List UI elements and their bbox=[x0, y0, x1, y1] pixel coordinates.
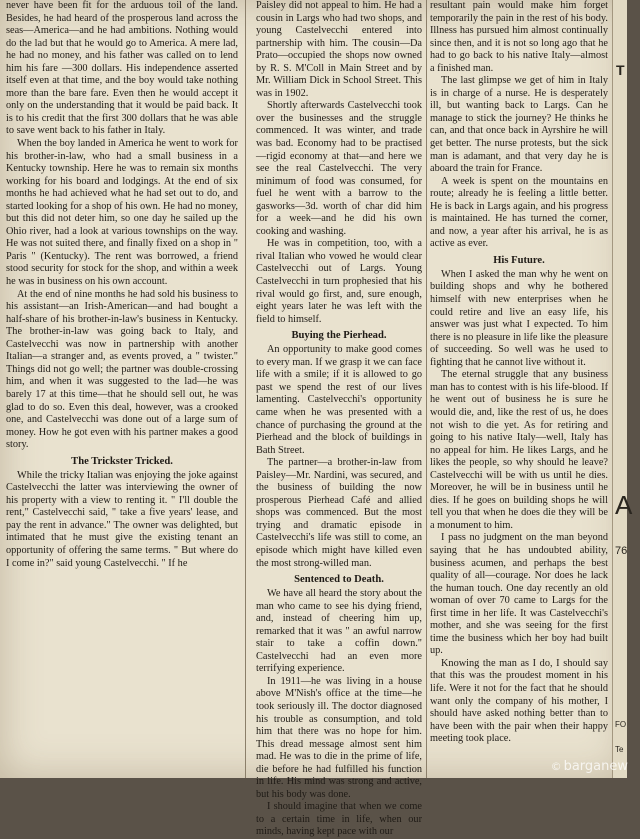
watermark bbox=[551, 759, 628, 774]
subheading: Buying the Pierhead. bbox=[291, 330, 387, 342]
paragraph: Paisley did not appeal to him. He had a cousin in Largs who had two shops, and young Castelvecchi entered into partnership with him. The cousin—Da Prato—occupied the shops now owned by R. S. M'Coll in Main Street and by Mr. William Dick in School Street. This was in 1902. bbox=[256, 0, 422, 99]
paragraph: In 1911—he was living in a house above M'Nish's office at the time—he took seriously ill. The doctor diagnosed his trouble as consumption, and told him that there was no hope for him. This dread message almost sent him mad. He was to die in the prime of life, die before he had fulfilled his function in life. His mind was strong and active, but his body was done. bbox=[256, 675, 422, 800]
article-column-2 bbox=[256, 0, 422, 839]
paragraph: He was in competition, too, with a rival Italian who vowed he would clear Castelvecchi out of Largs. Young Castelvecchi in turn prophesied that his rival would go first, and, sure enough, eight years later he was left with the field to himself. bbox=[256, 238, 422, 325]
paragraph: When the boy landed in America he went to work for his brother-in-law, who had a small business in a Kentucky township. Here he was to remain six months working for his board and lodgings. At the end of six months he had achieved what he had set out to do, and started looking for a shop of his own. He had no money, but this did not deter him, so one day he sailed up the Ohio river, had a look at various townships on the way. He was not suited there, and finally fixed on a shop in " Paris " (Kentucky). The rent was borrowed, a friend stood security for stock for the shop, and within a week he was in business on his own account. bbox=[6, 138, 238, 288]
paragraph: When I asked the man why he went on building shops and why he bothered himself with new enterprises when he could retire and live an easy life, his answer was just what I expected. To him there is no pleasure in life like the pleasure of succeeding. So well was he used to fighting that he cannot live without it. bbox=[430, 268, 608, 368]
paragraph: The last glimpse we get of him in Italy is in charge of a nurse. He is desperately ill, but wanting back to Largs. Can he manage to stick the journey? He thinks he can, and that once back in Ayrshire he will get better. The nurse protests, but the sick man is adamant, and that very day he is aboard the train for France. bbox=[430, 75, 608, 175]
paragraph: I pass no judgment on the man beyond saying that he has undoubted ability, business acumen, and perhaps the best quality of all—courage. Nor does he lack the human touch. One day recently an old woman of over 70 came to Largs for the first time in her life. It was Castelvecchi's mother, and she was seeing for the first time the business which her boy had built up. bbox=[430, 532, 608, 657]
edge-fragment: FO bbox=[615, 720, 627, 729]
paragraph: At the end of nine months he had sold his business to his assistant—an Irish-American—and had bought a half-share of his brother-in-law's business in Kentucky. The brother-in-law was going back to Italy, and Castelvecchi was now in partnership with another Italian—a stranger and, as events proved, a " twister." Things did not go well; the partner was double-crossing him, and when it was suggested to the lad—he was barely 17 at this time—that he should sell out, he was glad to do so. Even this deal, however, was a crooked one, and Castelvecchi was done out of a large sum of money. How he got even with his partner makes a good story. bbox=[6, 288, 238, 451]
edge-fragment: Te bbox=[615, 745, 624, 754]
edge-fragment: A bbox=[615, 490, 633, 520]
copyright-icon: © bbox=[550, 760, 562, 773]
edge-fragment: T bbox=[616, 62, 625, 78]
column-rule bbox=[245, 0, 246, 778]
article-column-3 bbox=[430, 0, 608, 746]
paragraph: Knowing the man as I do, I should say that this was the proudest moment in his life. Were it not for the fact that he should want only the company of his mother, I should have asked nothing better than to have been with the pair when their happy meeting took place. bbox=[430, 657, 608, 745]
paragraph: We have all heard the story about the man who came to see his dying friend, and, instead of cheering him up, remarked that it was " an awful narrow stair to take a coffin down." Castelvecchi had an even more terrifying experience. bbox=[256, 588, 422, 675]
paragraph: resultant pain would make him forget temporarily the pain in the rest of his body. Illness has pursued him almost continually since then, and it is not so long ago that he had to go back to his native Italy—almost a finished man. bbox=[430, 0, 608, 74]
edge-fragment: 76 bbox=[615, 545, 628, 557]
paragraph: While the tricky Italian was enjoying the joke against Castelvecchi the latter was interviewing the owner of his property with a view to renting it. " I'll double the rent," Castelvecchi said, " take a five years' lease, and pay the rent in advance." The owner was delighted, but intimated that he must give the existing tenant an opportunity of offering the same terms. " But where do I come in?" said young Castelvecchi. " If he bbox=[6, 469, 238, 569]
paragraph: The eternal struggle that any business man has to contest with is his life-blood. If he went out of business he is sure he would die, and, like the rest of us, he does not wish to die yet. As for retiring and going to his native Italy—well, Italy has no appeal for him. He likes Largs, and he likes the people, so why should he leave? Castelvecchi will be with us until he dies. Moreover, he will be in business until he dies. If he goes on building shops he will tell you that when he does die they will be a monument to him. bbox=[430, 369, 608, 531]
paragraph: Shortly afterwards Castelvecchi took over the businesses and the struggle commenced. It was winter, and trade was bad. Economy had to be practised—rigid economy at that—and here we see the real Castelvecchi. The very minimum of food was consumed, for fuel he went with a barrow to the gasworks—3d. worth of char did him for a week—and he did his own cooking and washing. bbox=[256, 100, 422, 237]
subheading: Sentenced to Death. bbox=[294, 574, 384, 586]
article-column-1 bbox=[6, 0, 238, 570]
column-rule bbox=[426, 0, 427, 778]
paragraph: An opportunity to make good comes to every man. If we grasp it we can face life with a smile; if it is allowed to go past we spend the rest of our lives lamenting. Castelvecchi's opportunity came when he was presented with a chance of purchasing the ground at the Pierhead and the block of buildings in Bath Street. bbox=[256, 344, 422, 456]
subheading: The Trickster Tricked. bbox=[71, 455, 173, 467]
adjacent-page-edge bbox=[612, 0, 633, 778]
paragraph: The partner—a brother-in-law from Paisley—Mr. Nardini, was secured, and the business of building the now prosperous Pierhead Café and allied shops was commenced. But the most trying and dramatic episode in Castelvecchi's life was still to come, an episode which might have killed even the most strong-willed man. bbox=[256, 457, 422, 569]
paragraph: never have been fit for the arduous toil of the land. Besides, he had heard of the prosperous land across the seas—America—and he had ambitions. Nothing would do the lad but that he would go to America. A mere lad, he had no money, and his father was called on to lend him his fare —300 dollars. His independence asserted itself even at that time, and the boy would take nothing more than the bare fare. Even then he would accept it only on the understanding that it would be paid back. It is to his credit that the first 300 dollars that he was able to save went back to his father in Italy. bbox=[6, 0, 238, 137]
paragraph: I should imagine that when we come to a certain time in life, when our minds, having kept pace with our bbox=[256, 801, 422, 838]
subheading: His Future. bbox=[493, 254, 545, 266]
watermark-text: barganew bbox=[563, 759, 628, 774]
paragraph: A week is spent on the mountains en route; already he is feeling a little better. He is back in Largs again, and his progress is maintained. He has turned the corner, and now, a year after his arrival, he is as active as ever. bbox=[430, 175, 608, 250]
